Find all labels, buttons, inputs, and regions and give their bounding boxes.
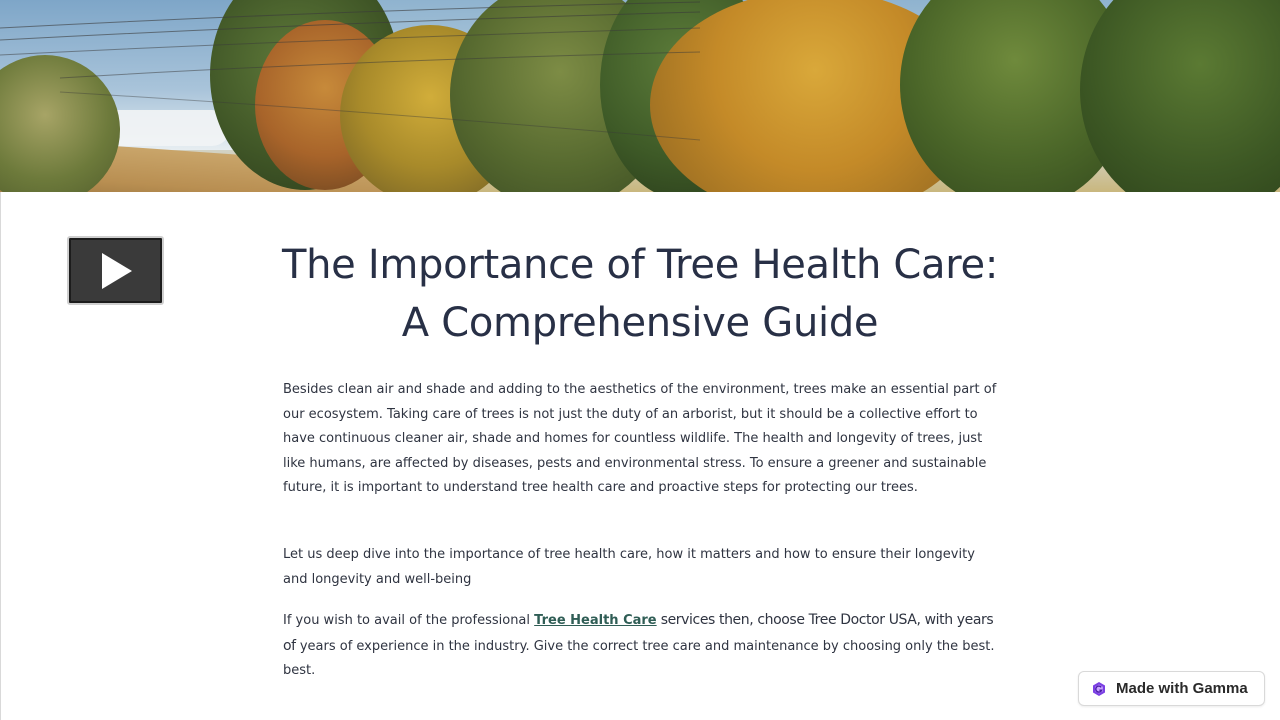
cta-text-before: If you wish to avail of the professional [283, 613, 535, 628]
page-edge [0, 192, 1, 720]
video-play-button[interactable] [67, 236, 164, 305]
title-line-2: A Comprehensive Guide [401, 300, 879, 346]
play-icon [96, 251, 136, 291]
cta-paragraph [283, 608, 1003, 684]
intro-paragraph: Besides clean air and shade and adding to the aesthetics of the environment, trees make an essential part of our ecosystem. Taking care of trees is not just the duty of an arborist, but it should be a collective effort to have continuous cleaner air, shade and homes for countless wildlife. The health and longevity of trees, just like humans, are affected by diseases, pests and environmental stress. To ensure a greener and sustainable future, it is important to understand tree health care and proactive steps for protecting our trees. [283, 382, 997, 496]
page-title [240, 236, 1040, 352]
made-with-gamma-badge[interactable] [1078, 671, 1265, 706]
deep-dive-paragraph: Let us deep dive into the importance of tree health care, how it matters and how to ensure their longevity and longevity and well-being [283, 547, 975, 587]
title-line-1: The Importance of Tree Health Care: [281, 242, 999, 288]
gamma-logo-icon [1091, 681, 1107, 697]
badge-label: Made with Gamma [1116, 680, 1248, 697]
tree-health-care-link[interactable]: Tree Health Care [534, 613, 657, 628]
cta-text-after: years of experience in the industry. Give the correct tree care and maintenance by choosing only the best. best. [283, 638, 995, 679]
power-lines [0, 0, 1280, 192]
banner-image [0, 0, 1280, 192]
cta-text-mixed: services then, choose Tree Doctor USA, with years of [283, 612, 994, 654]
